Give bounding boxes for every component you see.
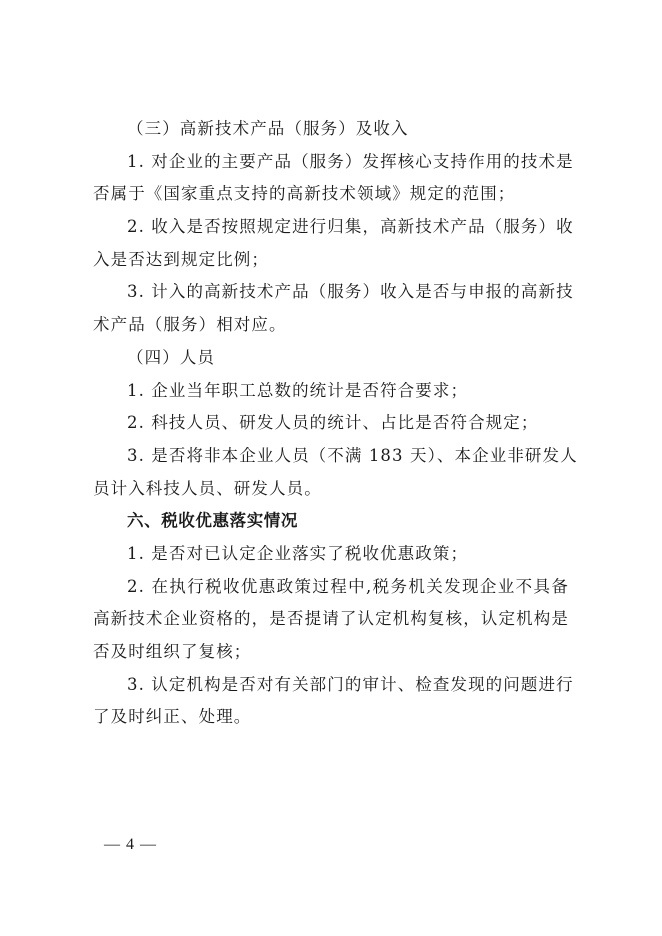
paragraph-line: 员计入科技人员、研发人员。 bbox=[93, 478, 322, 498]
subsection-heading-personnel: （四）人员 bbox=[127, 347, 215, 367]
paragraph-line: 1. 企业当年职工总数的统计是否符合要求； bbox=[127, 380, 469, 400]
list-item bbox=[93, 146, 574, 211]
section-heading-tax-incentives: 六、税收优惠落实情况 bbox=[127, 511, 298, 531]
paragraph-line: 1. 是否对已认定企业落实了税收优惠政策； bbox=[127, 543, 469, 563]
list-item bbox=[93, 211, 574, 276]
page-number: — 4 — bbox=[104, 836, 157, 853]
paragraph-line: 2. 科技人员、研发人员的统计、占比是否符合规定； bbox=[127, 413, 539, 433]
paragraph-line: 了及时纠正、处理。 bbox=[93, 707, 252, 727]
list-item bbox=[93, 407, 569, 440]
list-item bbox=[93, 440, 578, 505]
list-item bbox=[93, 375, 569, 408]
list-item bbox=[93, 669, 574, 734]
subsection-heading-high-tech-products: （三）高新技术产品（服务）及收入 bbox=[127, 119, 409, 138]
paragraph-line: 入是否达到规定比例； bbox=[93, 249, 269, 269]
paragraph-line: 1. 对企业的主要产品（服务）发挥核心支持作用的技术是 bbox=[127, 151, 574, 171]
paragraph-line: 否及时组织了复核； bbox=[93, 642, 252, 661]
list-item bbox=[93, 571, 569, 669]
paragraph-line: 3. 认定机构是否对有关部门的审计、检查发现的问题进行 bbox=[127, 674, 574, 694]
paragraph-line: 2. 在执行税收优惠政策过程中,税务机关发现企业不具备 bbox=[127, 576, 569, 596]
paragraph-line: 高新技术企业资格的，是否提请了认定机构复核，认定机构是 bbox=[93, 609, 569, 629]
list-item bbox=[93, 276, 574, 341]
document-body bbox=[93, 113, 578, 734]
paragraph-line: 否属于《国家重点支持的高新技术领域》规定的范围； bbox=[93, 184, 516, 204]
paragraph-line: 3. 是否将非本企业人员（不满 183 天）、本企业非研发人 bbox=[127, 445, 578, 465]
paragraph-line: 3. 计入的高新技术产品（服务）收入是否与申报的高新技 bbox=[127, 282, 574, 302]
paragraph-line: 术产品（服务）相对应。 bbox=[93, 315, 287, 335]
list-item bbox=[93, 538, 569, 571]
paragraph-line: 2. 收入是否按照规定进行归集，高新技术产品（服务）收 bbox=[127, 217, 574, 237]
